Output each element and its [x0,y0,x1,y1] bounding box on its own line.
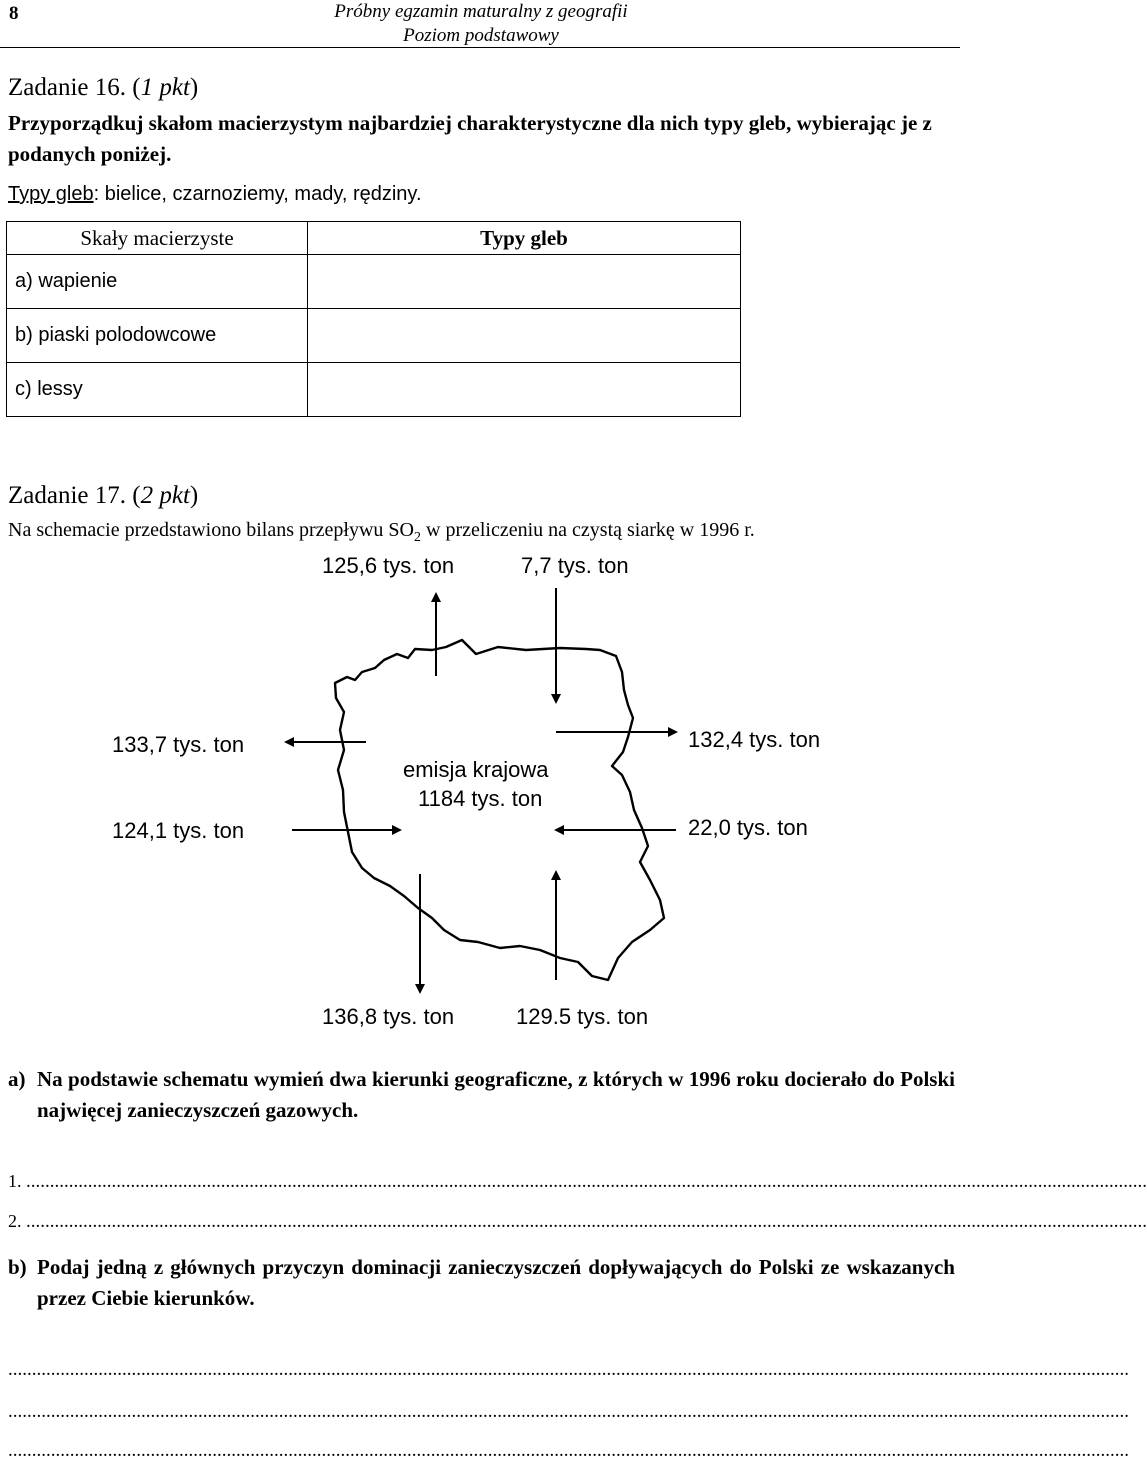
task16-instruction: Przyporządkuj skałom macierzystym najbardziej charakterystyczne dla nich typy gleb, wybierając je z podanych poniżej. [8,111,932,166]
part-a-label: a) [8,1067,26,1091]
part-b-text: Podaj jedną z głównych przyczyn dominacji zanieczyszczeń dopływających do Polski ze wskazanych przez Ciebie kierunków. [37,1255,955,1310]
task16-title-prefix: Zadanie 16. ( [8,74,141,101]
task16-title-suffix: ) [189,74,199,101]
task17-title [8,482,198,510]
task17-title-prefix: Zadanie 17. ( [8,482,141,509]
soil-answer-cell[interactable] [308,255,741,309]
answer-dots: ............................................................................................................................................................................................................................................ [8,1401,1129,1422]
map-label-north-in: 7,7 tys. ton [521,553,629,578]
answer-dots: ............................................................................................................................................................................................................................................ [26,1171,1147,1192]
answer-line-1[interactable] [8,1171,1147,1193]
answer-dots: ............................................................................................................................................................................................................................................ [8,1440,1129,1461]
map-label-emission-value: 1184 tys. ton [418,786,543,811]
answer-line-b2[interactable] [8,1401,1129,1423]
answer-line-b3[interactable] [8,1440,1129,1462]
map-label-north-out: 125,6 tys. ton [322,553,455,578]
map-label-south-in: 129.5 tys. ton [516,1004,649,1029]
table-header-soils: Typy gleb [308,222,741,255]
answer-line-b1[interactable] [8,1359,1129,1381]
task17-title-suffix: ) [189,482,199,509]
intro-before: Na schemacie przedstawiono bilans przepływu SO [8,519,414,541]
intro-after: w przeliczeniu na czystą siarkę w 1996 r. [421,519,755,541]
soil-answer-cell[interactable] [308,309,741,363]
map-label-west-out: 133,7 tys. ton [112,732,245,757]
table-row [7,309,741,363]
answer-line-2[interactable] [8,1211,1147,1233]
page-number: 8 [9,3,19,24]
part-b-label: b) [8,1255,27,1279]
task16-title [8,74,198,102]
table-header-rocks: Skały macierzyste [7,222,308,255]
task16-points: 1 pkt [140,74,190,101]
intro-subscript: 2 [414,530,421,545]
header-level: Poziom podstawowy [403,25,559,46]
soil-table [6,221,741,417]
soil-answer-cell[interactable] [308,363,741,417]
answer-2-label: 2. [8,1211,22,1231]
map-label-south-out: 136,8 tys. ton [322,1004,455,1029]
rock-cell: b) piaski polodowcowe [7,309,308,363]
header-rule [0,47,960,48]
soil-types-label: Typy gleb [8,183,94,205]
map-label-east-in: 22,0 tys. ton [688,815,808,840]
rock-cell: c) lessy [7,363,308,417]
map-label-west-in: 124,1 tys. ton [112,818,245,843]
part-a-text: Na podstawie schematu wymień dwa kierunki geograficzne, z których w 1996 roku docierało do Polski najwięcej zanieczyszczeń gazowych. [37,1067,955,1122]
table-row [7,255,741,309]
soil-types-list: : bielice, czarnoziemy, mady, rędziny. [93,183,422,205]
rock-cell: a) wapienie [7,255,308,309]
answer-dots: ............................................................................................................................................................................................................................................ [8,1359,1129,1380]
answer-dots: ............................................................................................................................................................................................................................................ [26,1211,1147,1232]
task17-points: 2 pkt [140,482,190,509]
header-exam-title: Próbny egzamin maturalny z geografii [334,1,628,22]
map-label-east-out: 132,4 tys. ton [688,727,821,752]
answer-1-label: 1. [8,1171,22,1191]
map-label-emission: emisja krajowa [403,757,549,782]
table-row [7,363,741,417]
task16-soil-types [8,179,422,210]
